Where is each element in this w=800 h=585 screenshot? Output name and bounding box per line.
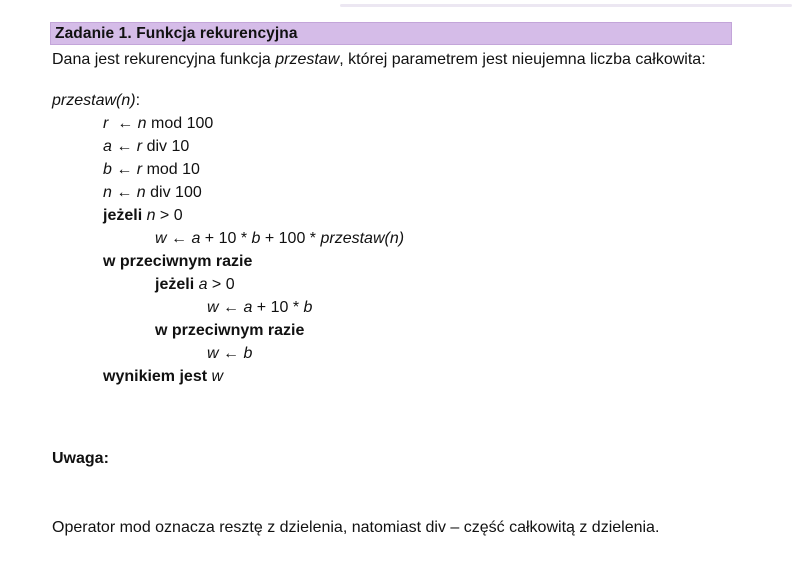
text-segment: przestaw xyxy=(320,230,385,247)
text-segment: jeżeli xyxy=(155,276,199,293)
text-segment: + 10 * xyxy=(200,230,252,247)
text-segment: w przeciwnym razie xyxy=(103,253,253,270)
text-segment: Dana jest rekurencyjna funkcja xyxy=(52,51,276,68)
text-segment: ← xyxy=(111,161,137,178)
text-segment: w xyxy=(155,230,167,247)
text-segment: b xyxy=(303,299,313,316)
code-line xyxy=(52,342,404,365)
text-segment: n xyxy=(103,184,112,201)
text-segment: ( xyxy=(116,92,122,109)
code-line xyxy=(52,296,404,319)
text-segment: ) xyxy=(130,92,136,109)
scan-artifact-line xyxy=(340,4,792,7)
text-segment: r xyxy=(136,161,143,178)
text-segment: ← xyxy=(111,184,137,201)
text-segment: r xyxy=(136,138,143,155)
text-segment: a xyxy=(191,230,201,247)
text-segment: mod 100 xyxy=(146,115,214,132)
text-segment: n xyxy=(136,184,146,201)
text-segment: ← xyxy=(218,345,244,362)
code-line xyxy=(52,227,404,250)
text-segment: w xyxy=(207,345,219,362)
note-label: Uwaga: xyxy=(52,450,109,467)
code-line xyxy=(52,204,404,227)
text-segment: a xyxy=(198,276,208,293)
code-line xyxy=(52,365,404,388)
code-line xyxy=(52,112,404,135)
text-segment: r xyxy=(103,115,109,132)
task-header-bar xyxy=(50,22,732,45)
text-segment: mod 10 xyxy=(142,161,200,178)
task-title: Zadanie 1. Funkcja rekurencyjna xyxy=(55,24,298,42)
code-line xyxy=(52,319,404,342)
text-segment: : xyxy=(135,92,141,109)
text-segment: , której parametrem jest nieujemna liczba całkowita: xyxy=(339,51,706,68)
text-segment: > 0 xyxy=(207,276,235,293)
text-segment: b xyxy=(103,161,112,178)
text-segment: wynikiem jest xyxy=(103,368,212,385)
text-segment: b xyxy=(251,230,261,247)
text-segment: przestaw xyxy=(275,51,340,68)
text-segment: n xyxy=(121,92,131,109)
code-line xyxy=(52,158,404,181)
code-line xyxy=(52,250,404,273)
text-segment: ← xyxy=(108,115,138,132)
text-segment: w xyxy=(207,299,219,316)
text-segment: a xyxy=(243,299,253,316)
text-segment: > 0 xyxy=(155,207,183,224)
intro-paragraph xyxy=(52,49,706,71)
text-segment: a xyxy=(103,138,112,155)
code-line xyxy=(52,181,404,204)
text-segment: b xyxy=(243,345,253,362)
text-segment: ← xyxy=(166,230,192,247)
text-segment: jeżeli xyxy=(103,207,147,224)
text-segment: ) xyxy=(398,230,405,247)
text-segment: ( xyxy=(384,230,390,247)
text-segment: ← xyxy=(111,138,137,155)
text-segment: ← xyxy=(218,299,244,316)
note-section xyxy=(52,401,659,585)
pseudocode-block xyxy=(52,89,404,388)
text-segment: + 100 * xyxy=(260,230,321,247)
text-segment: w xyxy=(211,368,224,385)
text-segment: div 100 xyxy=(145,184,202,201)
text-segment: n xyxy=(146,207,156,224)
text-segment: n xyxy=(137,115,147,132)
code-line xyxy=(52,89,404,112)
text-segment: n xyxy=(389,230,399,247)
text-segment: + 10 * xyxy=(252,299,304,316)
text-segment: div 10 xyxy=(142,138,190,155)
note-text: Operator mod oznacza resztę z dzielenia, natomiast div – część całkowitą z dzielenia. xyxy=(52,519,660,536)
text-segment: w przeciwnym razie xyxy=(155,322,305,339)
text-segment: przestaw xyxy=(52,92,117,109)
code-line xyxy=(52,135,404,158)
code-line xyxy=(52,273,404,296)
